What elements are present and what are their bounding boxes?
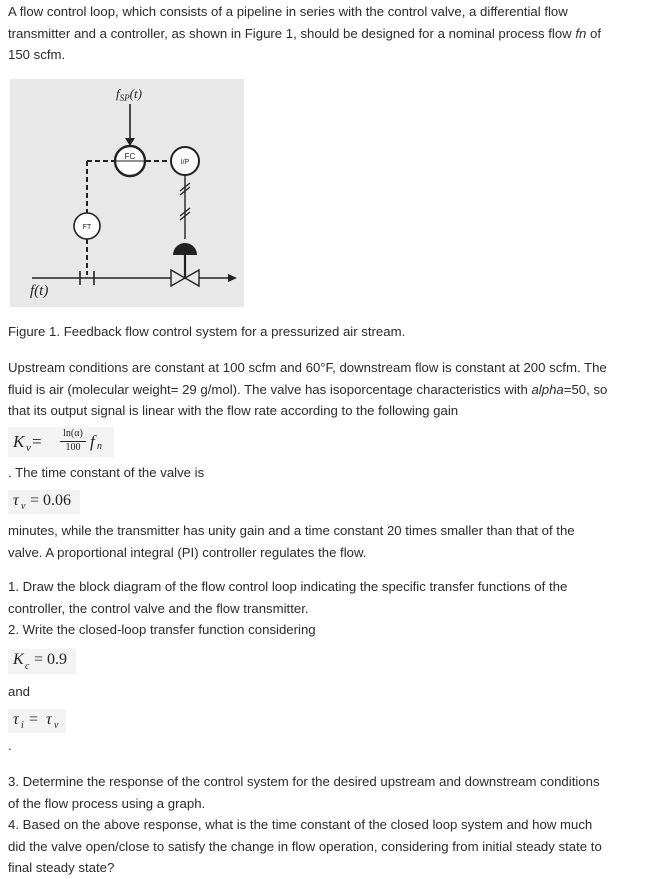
time-constant-line: . The time constant of the valve is xyxy=(8,465,205,480)
question-3-line-1: 3. Determine the response of the control system for the desired upstream and downstream conditions xyxy=(8,774,600,789)
conditions-line-1: Upstream conditions are constant at 100 scfm and 60°F, downstream flow is constant at 200 scfm. The xyxy=(8,360,607,375)
valve-actuator xyxy=(173,243,197,255)
ip-label: I/P xyxy=(180,159,190,166)
valve-body-right xyxy=(185,270,199,286)
transmitter-line-2: valve. A proportional integral (PI) controller regulates the flow. xyxy=(8,544,367,560)
conditions-line-2: fluid is air (molecular weight= 29 g/mol). The valve has isoporcentage characteristics with alpha=50, so xyxy=(8,381,608,397)
flow-control-diagram xyxy=(10,79,244,307)
taui-equation: τ i = τ v xyxy=(8,709,66,733)
transmitter-line-1: minutes, while the transmitter has unity gain and a time constant 20 times smaller than that of the xyxy=(8,523,575,538)
setpoint-label: $f_{SP}(t)$ xyxy=(116,86,142,103)
ft-label: FT xyxy=(82,224,92,231)
fc-label: FC xyxy=(124,152,136,161)
question-1-line-2: controller, the control valve and the flow transmitter. xyxy=(8,600,309,616)
intro-line-1: A flow control loop, which consists of a pipeline in series with the control valve, a differential flow xyxy=(8,4,568,19)
questions-list-a xyxy=(8,576,650,641)
kc-equation: K c = 0.9 xyxy=(8,649,76,674)
question-4-line-3: final steady state? xyxy=(8,860,115,875)
conditions-line-3: that its output signal is linear with the flow rate according to the following gain xyxy=(8,403,459,418)
flow-label: f(t) xyxy=(30,283,49,299)
valve-gain-equation: K v = ln(α) 100 f n xyxy=(8,427,114,457)
period: . xyxy=(8,738,12,753)
intro-line-3: 150 scfm. xyxy=(8,47,66,62)
transmitter-paragraph xyxy=(8,520,650,563)
and-word: and xyxy=(8,684,31,699)
question-1-line-1: 1. Draw the block diagram of the flow control loop indicating the specific transfer functions of the xyxy=(8,579,568,594)
fn-symbol: fn xyxy=(575,25,587,41)
question-2: 2. Write the closed-loop transfer function considering xyxy=(8,622,316,637)
question-4-line-1: 4. Based on the above response, what is the time constant of the closed loop system and how much xyxy=(8,817,593,832)
figure-caption: Figure 1. Feedback flow control system for a pressurized air stream. xyxy=(8,324,406,339)
question-4-line-2: did the valve open/close to satisfy the change in flow operation, considering from initial steady state to xyxy=(8,838,602,854)
intro-paragraph xyxy=(8,1,650,66)
valve-body-left xyxy=(171,270,185,286)
intro-line-2: transmitter and a controller, as shown in Figure 1, should be designed for a nominal process flow fn of xyxy=(8,25,602,41)
pipeline-arrowhead xyxy=(228,274,237,282)
question-3-line-2: of the flow process using a graph. xyxy=(8,795,206,811)
figure-1 xyxy=(10,79,244,307)
tau-equation: τ v = 0.06 xyxy=(8,490,80,514)
alpha-word: alpha xyxy=(531,381,564,397)
conditions-paragraph xyxy=(8,357,650,422)
questions-list-b xyxy=(8,771,650,879)
